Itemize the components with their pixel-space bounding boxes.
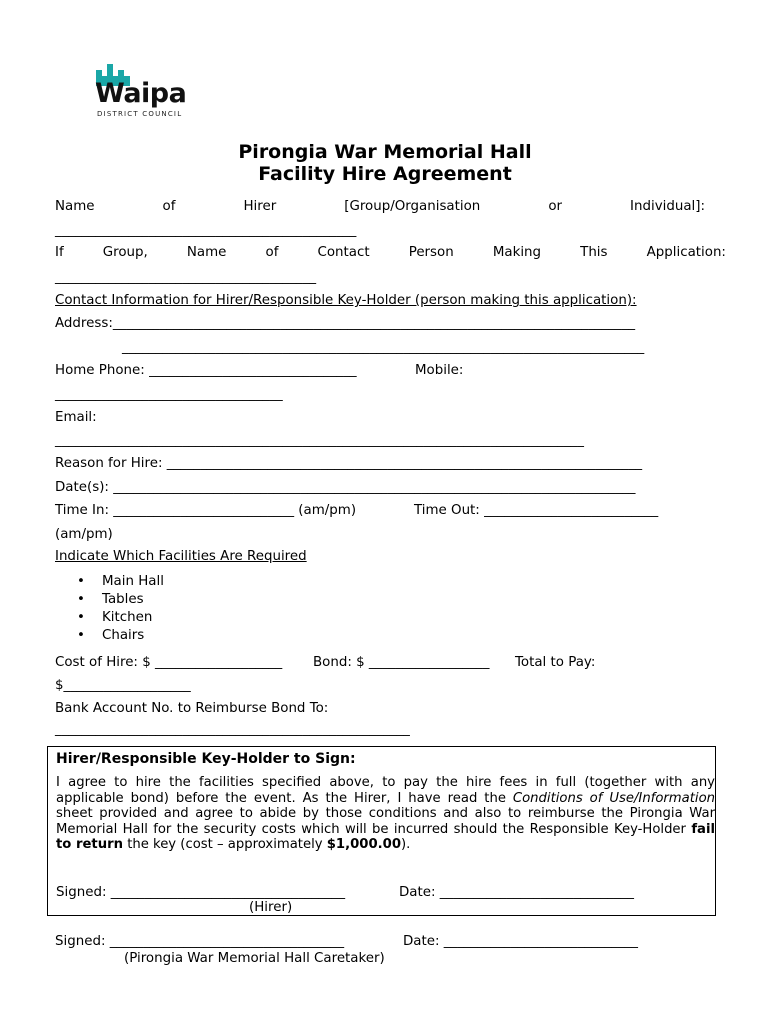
- word: of: [265, 245, 279, 260]
- hirer-signature-field[interactable]: ___________________________________: [110, 885, 346, 900]
- name-of-hirer-label: [55, 199, 705, 215]
- council-logo: [95, 64, 190, 120]
- reason-field[interactable]: _______________________________________________________________________: [166, 456, 643, 471]
- fail-to-return-text: fail to return: [56, 821, 715, 853]
- conditions-reference: Conditions of Use/Information: [512, 790, 715, 806]
- sign-box-heading: Hirer/Responsible Key-Holder to Sign:: [56, 751, 356, 767]
- time-out-ampm: (am/pm): [55, 527, 113, 542]
- word: This: [580, 245, 608, 260]
- word: Hirer: [243, 199, 277, 214]
- email-field[interactable]: _______________________________________________________________________________: [55, 433, 584, 448]
- caretaker-signature-field[interactable]: ___________________________________: [109, 934, 345, 949]
- caretaker-role-label: (Pirongia War Memorial Hall Caretaker): [124, 951, 385, 966]
- agreement-title: Facility Hire Agreement: [258, 163, 512, 185]
- logo-wordmark: Waipa: [95, 78, 187, 109]
- hirer-date-row: [399, 885, 634, 901]
- home-phone-row: [55, 363, 357, 379]
- hirer-date-field[interactable]: _____________________________: [439, 885, 634, 900]
- facilities-heading: Indicate Which Facilities Are Required: [55, 549, 307, 564]
- facility-item[interactable]: • Chairs: [77, 627, 164, 645]
- address-field-2[interactable]: ______________________________________________________________________________: [122, 340, 645, 355]
- dates-row: [55, 480, 635, 496]
- bank-label: Bank Account No. to Reimburse Bond To:: [55, 701, 329, 716]
- word: Name: [186, 245, 227, 260]
- time-in-field[interactable]: ___________________________: [113, 503, 295, 518]
- total-label: Total to Pay:: [515, 655, 596, 670]
- word: or: [548, 199, 563, 214]
- facility-item[interactable]: • Tables: [77, 591, 164, 609]
- caretaker-date-row: [403, 934, 638, 950]
- name-of-hirer-field[interactable]: _____________________________________________: [55, 223, 357, 238]
- word: Application:: [646, 245, 726, 260]
- time-in-label: Time In:: [55, 503, 109, 518]
- word: Group,: [102, 245, 148, 260]
- word: Individual]:: [630, 199, 705, 214]
- contact-person-label: [55, 245, 726, 261]
- word: Making: [492, 245, 542, 260]
- facility-item[interactable]: • Kitchen: [77, 609, 164, 627]
- agreement-text: I agree to hire the facilities specified above, to pay the hire fees in full (together with any applicable bond) before the event. As the Hirer, I have read the: [56, 775, 715, 806]
- address-label: Address:: [55, 316, 113, 331]
- cost-row: [55, 655, 282, 671]
- word: [Group/Organisation: [344, 199, 481, 214]
- word: of: [162, 199, 176, 214]
- bond-row: [313, 655, 489, 671]
- hirer-role-label: (Hirer): [249, 900, 293, 915]
- dates-label: Date(s):: [55, 480, 109, 495]
- logo-subtitle: DISTRICT COUNCIL: [97, 110, 183, 118]
- time-out-label: Time Out:: [414, 503, 480, 518]
- dates-field[interactable]: ______________________________________________________________________________: [113, 480, 636, 495]
- reason-row: [55, 456, 642, 472]
- time-in-ampm: (am/pm): [298, 503, 357, 518]
- cost-label: Cost of Hire: $: [55, 655, 151, 670]
- bond-label: Bond: $: [313, 655, 365, 670]
- caretaker-signed-label: Signed:: [55, 934, 106, 949]
- total-field[interactable]: $___________________: [55, 678, 191, 693]
- cost-field[interactable]: ___________________: [154, 655, 283, 670]
- contact-info-heading: Contact Information for Hirer/Responsible Key-Holder (person making this application):: [55, 293, 637, 308]
- agreement-text: sheet provided and agree to abide by those conditions and also to reimburse the Pirongia War Memorial Hall for the security costs which will be incurred should the Responsible Key-Holder: [56, 806, 715, 837]
- word: Contact: [317, 245, 370, 260]
- word: Name: [55, 199, 95, 214]
- contact-person-field[interactable]: _______________________________________: [55, 270, 317, 285]
- key-cost-amount: $1,000.00: [326, 837, 402, 853]
- home-phone-label: Home Phone:: [55, 363, 145, 378]
- address-field-1[interactable]: ______________________________________________________________________________: [112, 316, 636, 331]
- caretaker-signed-row: [55, 934, 344, 950]
- time-out-field[interactable]: __________________________: [484, 503, 659, 518]
- bond-field[interactable]: __________________: [368, 655, 490, 670]
- home-phone-field[interactable]: _______________________________: [149, 363, 357, 378]
- agreement-paragraph: [56, 775, 715, 853]
- hirer-signed-label: Signed:: [56, 885, 107, 900]
- word: Person: [408, 245, 454, 260]
- email-label: Email:: [55, 410, 97, 425]
- time-out-row: [414, 503, 658, 519]
- hall-title: Pirongia War Memorial Hall: [238, 141, 532, 163]
- hirer-signed-row: [56, 885, 345, 901]
- mobile-label: Mobile:: [415, 363, 464, 378]
- reason-label: Reason for Hire:: [55, 456, 163, 471]
- bank-field[interactable]: _____________________________________________________: [55, 722, 410, 737]
- agreement-text: the key (cost – approximately: [123, 837, 327, 853]
- facility-item[interactable]: • Main Hall: [77, 573, 164, 591]
- caretaker-date-field[interactable]: _____________________________: [443, 934, 638, 949]
- hirer-date-label: Date:: [399, 885, 436, 900]
- facilities-list: [77, 573, 164, 645]
- word: If: [55, 245, 64, 260]
- address-row: [55, 316, 635, 332]
- mobile-field[interactable]: __________________________________: [55, 387, 283, 402]
- agreement-text: ).: [401, 837, 411, 853]
- time-in-row: [55, 503, 356, 519]
- caretaker-date-label: Date:: [403, 934, 440, 949]
